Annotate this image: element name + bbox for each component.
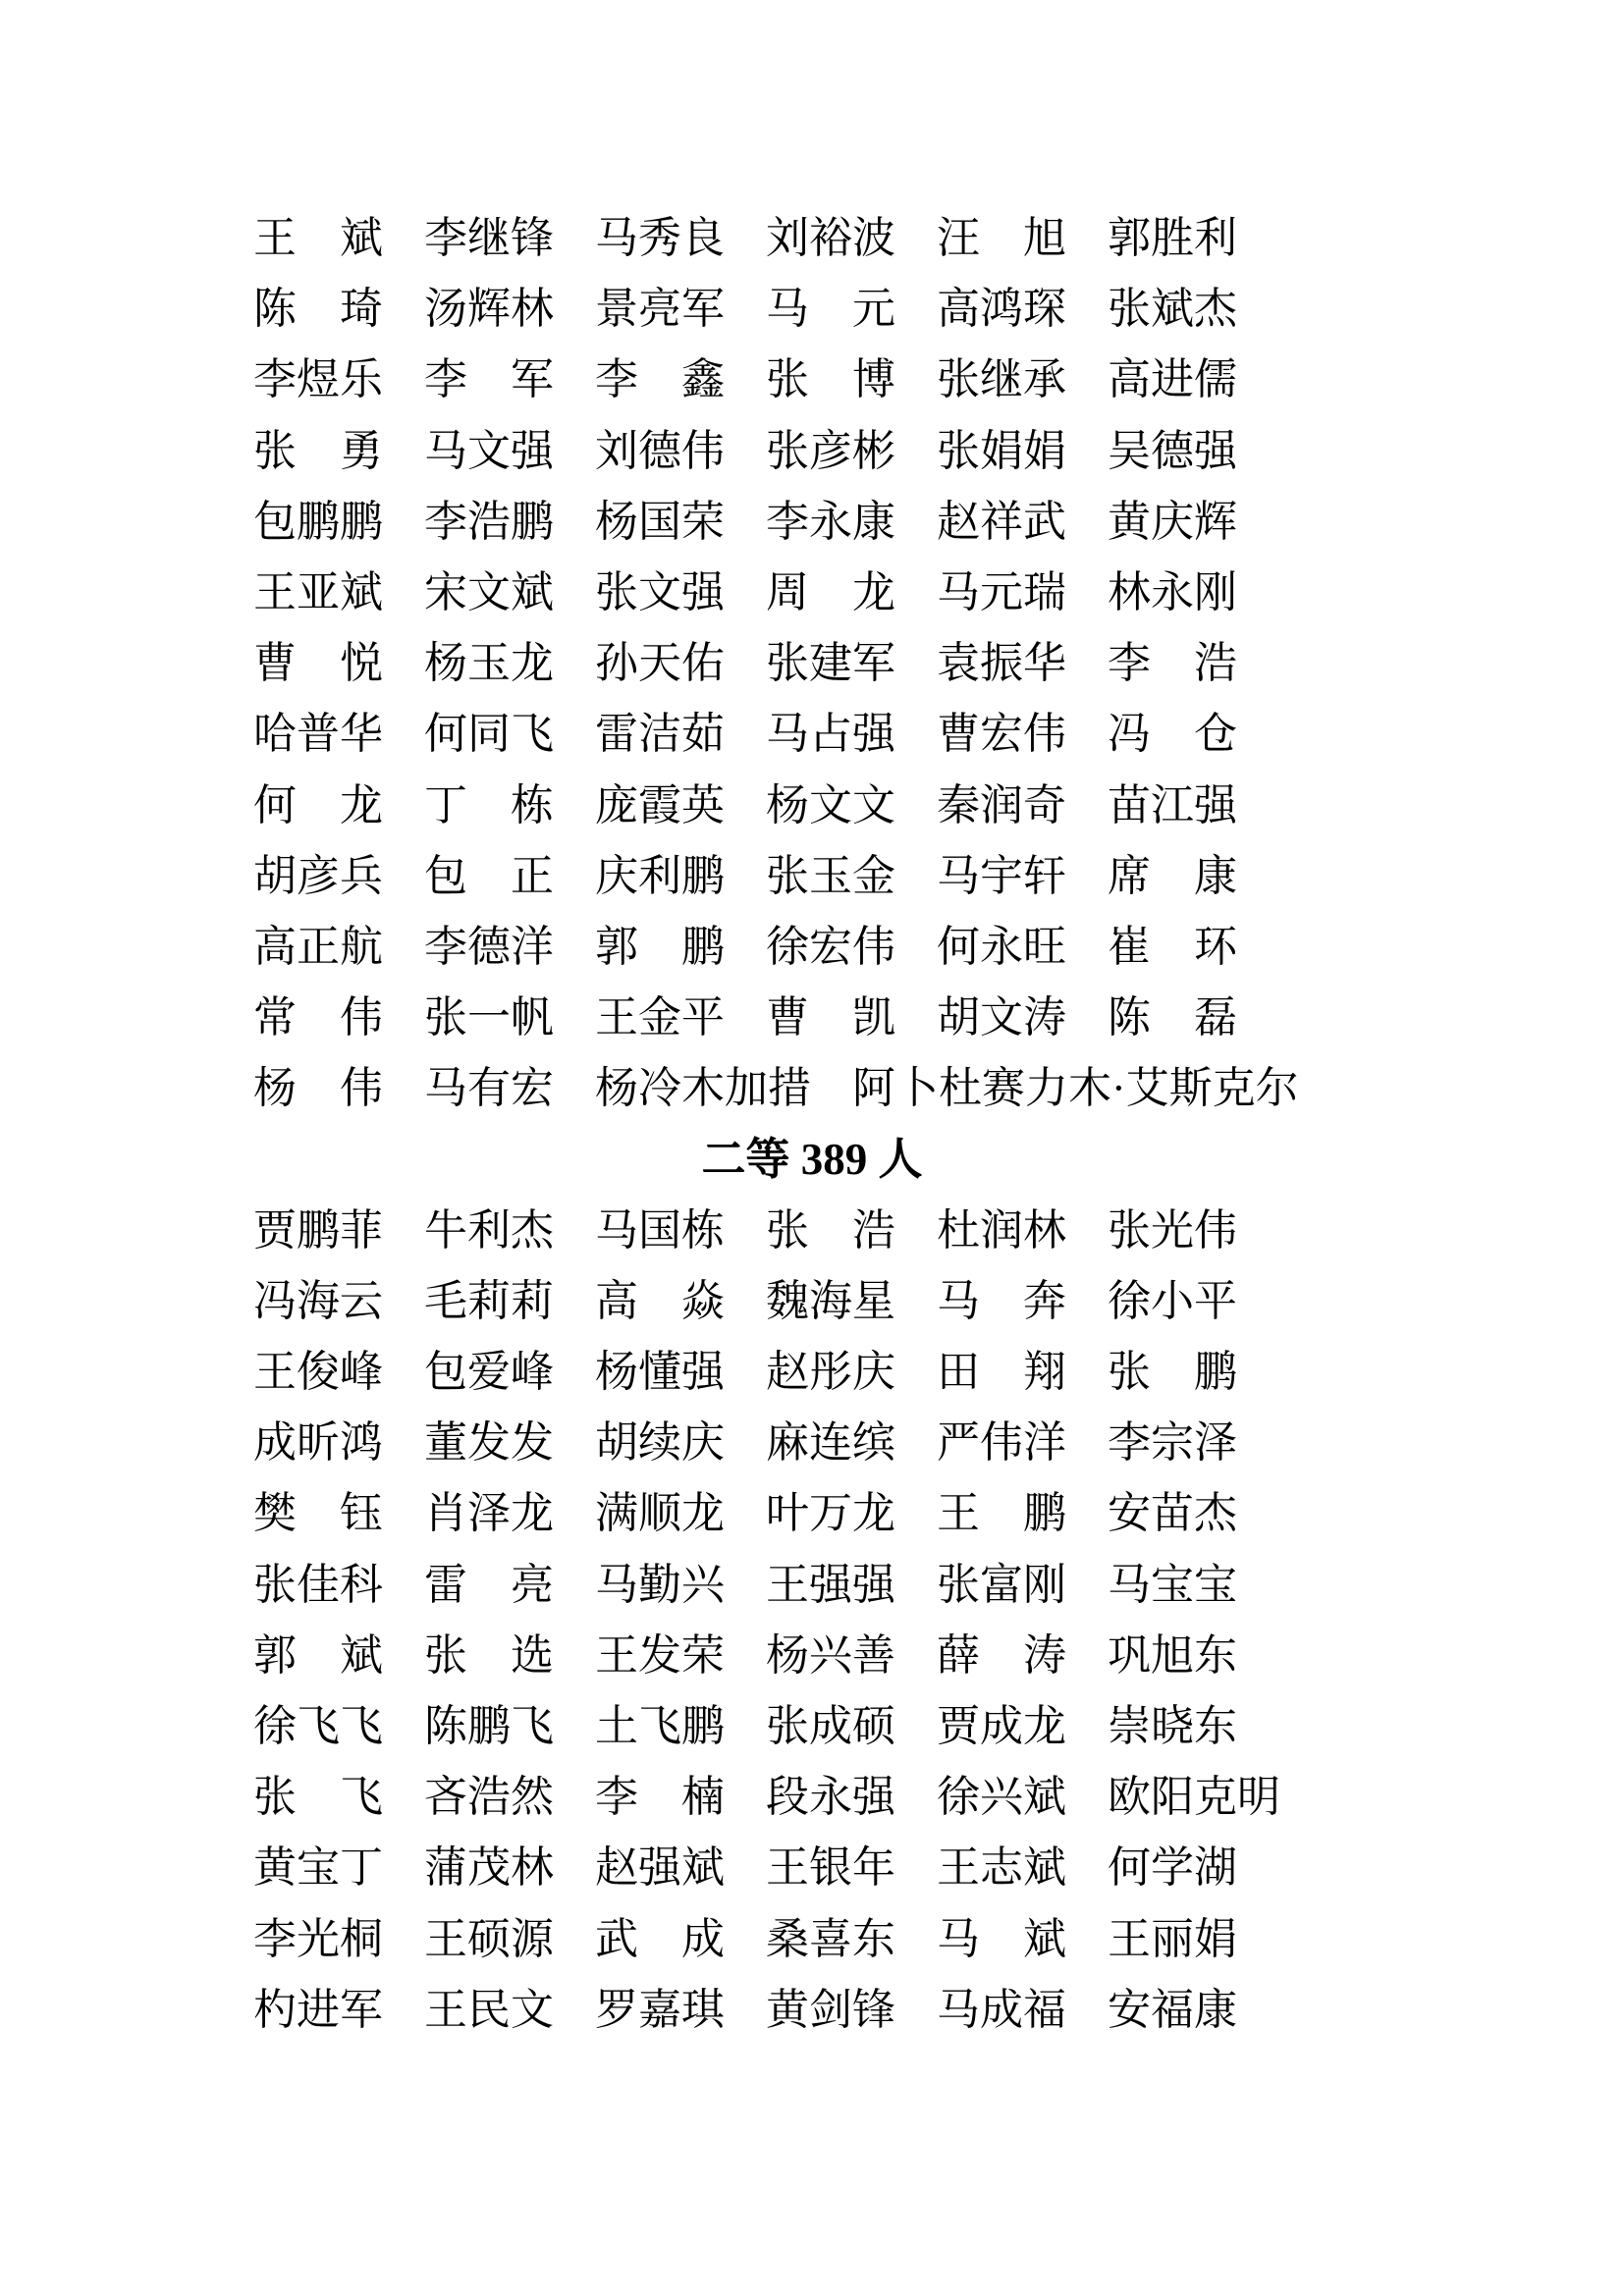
name-row xyxy=(253,1337,1624,1408)
name xyxy=(766,568,895,617)
name: 赵彤庆 xyxy=(766,1348,895,1397)
name xyxy=(253,214,383,263)
name: 李煜乐 xyxy=(253,355,383,404)
grade-heading xyxy=(0,1124,1624,1195)
name: 安福康 xyxy=(1108,1985,1237,2034)
name xyxy=(1108,1348,1237,1397)
name-char: 汪 xyxy=(937,214,980,263)
name-row xyxy=(253,274,1624,345)
name: 刘德伟 xyxy=(595,426,725,475)
name xyxy=(937,1348,1066,1397)
name: 杨兴善 xyxy=(766,1630,895,1680)
name: 黄宝丁 xyxy=(253,1843,383,1893)
name-char: 奔 xyxy=(1023,1276,1066,1325)
name: 高正航 xyxy=(253,922,383,971)
name: 黄剑锋 xyxy=(766,1985,895,2034)
name-row xyxy=(253,1196,1624,1266)
name-row xyxy=(253,1266,1624,1337)
name: 马宝宝 xyxy=(1108,1560,1237,1609)
name: 满顺龙 xyxy=(595,1489,725,1538)
name: 牛利杰 xyxy=(424,1205,554,1255)
name: 包鹏鹏 xyxy=(253,497,383,546)
name-char: 伟 xyxy=(340,993,383,1042)
name: 胡续庆 xyxy=(595,1418,725,1468)
name-char: 雷 xyxy=(424,1560,467,1609)
name: 李光桐 xyxy=(253,1914,383,1963)
name: 胡文涛 xyxy=(937,993,1066,1042)
name xyxy=(253,1489,383,1538)
name: 王俊峰 xyxy=(253,1348,383,1397)
name-char: 栋 xyxy=(511,780,554,829)
name-char: 王 xyxy=(937,1489,980,1538)
name-char: 正 xyxy=(511,851,554,900)
name: 马成福 xyxy=(937,1985,1066,2034)
name: 曹宏伟 xyxy=(937,710,1066,759)
name-char: 周 xyxy=(766,568,809,617)
name-row xyxy=(253,1691,1624,1762)
name-char: 斌 xyxy=(340,214,383,263)
name: 张光伟 xyxy=(1108,1205,1237,1255)
name-char: 陈 xyxy=(253,285,297,334)
name-char: 张 xyxy=(1108,1348,1151,1397)
name: 王硕源 xyxy=(424,1914,554,1963)
name: 李宗泽 xyxy=(1108,1418,1237,1468)
name: 马有宏 xyxy=(424,1064,554,1113)
name-char: 丁 xyxy=(424,780,467,829)
name-row xyxy=(253,771,1624,841)
name: 冯海云 xyxy=(253,1276,383,1325)
name-char: 涛 xyxy=(1023,1630,1066,1680)
name xyxy=(424,355,554,404)
name-char: 康 xyxy=(1194,851,1237,900)
name-list-part2 xyxy=(0,1196,1624,2046)
name: 王志斌 xyxy=(937,1843,1066,1893)
name: 马文强 xyxy=(424,426,554,475)
name-char: 伟 xyxy=(340,1064,383,1113)
name-char: 张 xyxy=(766,1205,809,1255)
name: 土飞鹏 xyxy=(595,1702,725,1751)
name: 蒲茂林 xyxy=(424,1843,554,1893)
name xyxy=(937,1630,1066,1680)
name: 麻连缤 xyxy=(766,1418,895,1468)
name xyxy=(937,1276,1066,1325)
name-char: 选 xyxy=(511,1630,554,1680)
name: 王银年 xyxy=(766,1843,895,1893)
grade-heading-text: 二等 389 人 xyxy=(701,1135,923,1185)
name xyxy=(1108,851,1237,900)
name xyxy=(595,922,725,971)
name: 陈鹏飞 xyxy=(424,1702,554,1751)
name: 徐兴斌 xyxy=(937,1773,1066,1822)
name: 严伟洋 xyxy=(937,1418,1066,1468)
name-char: 杨 xyxy=(253,1064,297,1113)
name: 王金平 xyxy=(595,993,725,1042)
name: 孙天佑 xyxy=(595,639,725,688)
name: 张成硕 xyxy=(766,1702,895,1751)
name-row xyxy=(253,203,1624,274)
name: 张一帆 xyxy=(424,993,554,1042)
name-char: 浩 xyxy=(1194,639,1237,688)
name xyxy=(595,355,725,404)
name: 段永强 xyxy=(766,1773,895,1822)
name: 魏海星 xyxy=(766,1276,895,1325)
name-char: 郭 xyxy=(253,1630,297,1680)
name-char: 浩 xyxy=(852,1205,895,1255)
name-char: 薛 xyxy=(937,1630,980,1680)
name-char: 楠 xyxy=(681,1773,725,1822)
name: 袁振华 xyxy=(937,639,1066,688)
name-char: 鹏 xyxy=(681,922,725,971)
name xyxy=(1108,710,1237,759)
name xyxy=(253,780,383,829)
name-char: 军 xyxy=(511,355,554,404)
name: 赵强斌 xyxy=(595,1843,725,1893)
name: 徐宏伟 xyxy=(766,922,895,971)
name-char: 樊 xyxy=(253,1489,297,1538)
name: 董发发 xyxy=(424,1418,554,1468)
name-char: 鹏 xyxy=(1194,1348,1237,1397)
name-row xyxy=(253,1550,1624,1621)
name: 巩旭东 xyxy=(1108,1630,1237,1680)
name-row xyxy=(253,487,1624,558)
name-char: 李 xyxy=(595,1773,638,1822)
name-char: 陈 xyxy=(1108,993,1151,1042)
name: 苗江强 xyxy=(1108,780,1237,829)
name-char: 田 xyxy=(937,1348,980,1397)
name-char: 郭 xyxy=(595,922,638,971)
name-char: 博 xyxy=(852,355,895,404)
name: 张建军 xyxy=(766,639,895,688)
name: 郭胜利 xyxy=(1108,214,1237,263)
name: 何学湖 xyxy=(1108,1843,1237,1893)
name-char: 环 xyxy=(1194,922,1237,971)
name xyxy=(253,1064,383,1113)
name-row xyxy=(253,1762,1624,1833)
name: 李永康 xyxy=(766,497,895,546)
name: 王丽娟 xyxy=(1108,1914,1237,1963)
name: 庞霞英 xyxy=(595,780,725,829)
name-char: 勇 xyxy=(340,426,383,475)
name-char: 高 xyxy=(595,1276,638,1325)
name-row xyxy=(253,1621,1624,1691)
name: 杨国荣 xyxy=(595,497,725,546)
name: 张娟娟 xyxy=(937,426,1066,475)
name xyxy=(253,993,383,1042)
name-row xyxy=(253,628,1624,699)
name-char: 斌 xyxy=(340,1630,383,1680)
name: 阿卜杜赛力木·艾斯克尔 xyxy=(852,1064,1299,1113)
name: 贾成龙 xyxy=(937,1702,1066,1751)
name: 吝浩然 xyxy=(424,1773,554,1822)
name: 杨文文 xyxy=(766,780,895,829)
name: 秦润奇 xyxy=(937,780,1066,829)
name xyxy=(253,1630,383,1680)
name xyxy=(766,993,895,1042)
name xyxy=(253,1773,383,1822)
name: 杨懂强 xyxy=(595,1348,725,1397)
name: 安苗杰 xyxy=(1108,1489,1237,1538)
name: 马秀良 xyxy=(595,214,725,263)
name-char: 张 xyxy=(253,1773,297,1822)
name-char: 李 xyxy=(595,355,638,404)
name-char: 钰 xyxy=(340,1489,383,1538)
name: 黄庆辉 xyxy=(1108,497,1237,546)
name-char: 马 xyxy=(766,285,809,334)
name-char: 张 xyxy=(424,1630,467,1680)
name xyxy=(424,1630,554,1680)
name-char: 斌 xyxy=(1023,1914,1066,1963)
name-char: 张 xyxy=(253,426,297,475)
name-row xyxy=(253,1053,1624,1124)
name xyxy=(937,1914,1066,1963)
name-char: 席 xyxy=(1108,851,1151,900)
name: 包爱峰 xyxy=(424,1348,554,1397)
name-char: 马 xyxy=(937,1276,980,1325)
name xyxy=(766,1205,895,1255)
name xyxy=(253,639,383,688)
name-char: 张 xyxy=(766,355,809,404)
name: 王民文 xyxy=(424,1985,554,2034)
name: 汤辉林 xyxy=(424,285,554,334)
name xyxy=(766,285,895,334)
name-list-part1 xyxy=(0,203,1624,1124)
name: 李浩鹏 xyxy=(424,497,554,546)
name xyxy=(424,1560,554,1609)
name: 赵祥武 xyxy=(937,497,1066,546)
name xyxy=(253,426,383,475)
name xyxy=(766,355,895,404)
name: 马占强 xyxy=(766,710,895,759)
name-char: 李 xyxy=(424,355,467,404)
name-row xyxy=(253,345,1624,415)
name-char: 凯 xyxy=(852,993,895,1042)
name: 李德洋 xyxy=(424,922,554,971)
name-char: 翔 xyxy=(1023,1348,1066,1397)
name: 哈普华 xyxy=(253,710,383,759)
name: 徐小平 xyxy=(1108,1276,1237,1325)
name: 张继承 xyxy=(937,355,1066,404)
name-char: 冯 xyxy=(1108,710,1151,759)
name-char: 龙 xyxy=(852,568,895,617)
name-char: 常 xyxy=(253,993,297,1042)
name: 杓进军 xyxy=(253,1985,383,2034)
name: 王发荣 xyxy=(595,1630,725,1680)
name: 叶万龙 xyxy=(766,1489,895,1538)
name-char: 亮 xyxy=(511,1560,554,1609)
name-char: 李 xyxy=(1108,639,1151,688)
name: 欧阳克明 xyxy=(1108,1773,1280,1822)
name-row xyxy=(253,558,1624,628)
name xyxy=(595,1276,725,1325)
name-row xyxy=(253,1408,1624,1478)
name-row xyxy=(253,983,1624,1053)
name: 吴德强 xyxy=(1108,426,1237,475)
name-row xyxy=(253,841,1624,912)
name-row xyxy=(253,699,1624,770)
name xyxy=(253,285,383,334)
name: 罗嘉琪 xyxy=(595,1985,725,2034)
name-char: 元 xyxy=(852,285,895,334)
name: 刘裕波 xyxy=(766,214,895,263)
name-row xyxy=(253,1478,1624,1549)
name xyxy=(595,1773,725,1822)
name: 李继锋 xyxy=(424,214,554,263)
name: 杜润林 xyxy=(937,1205,1066,1255)
name xyxy=(595,1914,725,1963)
name: 何同飞 xyxy=(424,710,554,759)
name: 杨玉龙 xyxy=(424,639,554,688)
name xyxy=(424,851,554,900)
name: 胡彦兵 xyxy=(253,851,383,900)
name: 杨冷木加措 xyxy=(595,1064,811,1113)
name: 马宇轩 xyxy=(937,851,1066,900)
name xyxy=(1108,922,1237,971)
name: 徐飞飞 xyxy=(253,1702,383,1751)
name: 高进儒 xyxy=(1108,355,1237,404)
name-char: 仓 xyxy=(1194,710,1237,759)
name-row xyxy=(253,912,1624,983)
name-char: 成 xyxy=(681,1914,725,1963)
name: 张富刚 xyxy=(937,1560,1066,1609)
name-char: 飞 xyxy=(340,1773,383,1822)
name xyxy=(937,214,1066,263)
name-char: 磊 xyxy=(1194,993,1237,1042)
name-char: 焱 xyxy=(681,1276,725,1325)
name: 贾鹏菲 xyxy=(253,1205,383,1255)
name-char: 曹 xyxy=(766,993,809,1042)
name xyxy=(1108,993,1237,1042)
name: 毛莉莉 xyxy=(424,1276,554,1325)
name: 张斌杰 xyxy=(1108,285,1237,334)
name: 张文强 xyxy=(595,568,725,617)
name-char: 琦 xyxy=(340,285,383,334)
name-row xyxy=(253,416,1624,487)
name-list xyxy=(0,203,1624,2046)
name-char: 何 xyxy=(253,780,297,829)
name: 雷洁茹 xyxy=(595,710,725,759)
name: 林永刚 xyxy=(1108,568,1237,617)
name-char: 王 xyxy=(253,214,297,263)
name: 王亚斌 xyxy=(253,568,383,617)
name: 何永旺 xyxy=(937,922,1066,971)
name-char: 曹 xyxy=(253,639,297,688)
name: 马元瑞 xyxy=(937,568,1066,617)
name: 马国栋 xyxy=(595,1205,725,1255)
name-char: 崔 xyxy=(1108,922,1151,971)
name: 肖泽龙 xyxy=(424,1489,554,1538)
name: 高鸿琛 xyxy=(937,285,1066,334)
name-row xyxy=(253,1904,1624,1975)
name-char: 鑫 xyxy=(681,355,725,404)
name: 张彦彬 xyxy=(766,426,895,475)
name: 宋文斌 xyxy=(424,568,554,617)
name: 景亮军 xyxy=(595,285,725,334)
name xyxy=(1108,639,1237,688)
name-row xyxy=(253,1833,1624,1903)
name-char: 悦 xyxy=(340,639,383,688)
name: 王强强 xyxy=(766,1560,895,1609)
name-char: 龙 xyxy=(340,780,383,829)
name xyxy=(424,780,554,829)
name-char: 马 xyxy=(937,1914,980,1963)
name: 庆利鹏 xyxy=(595,851,725,900)
name-char: 包 xyxy=(424,851,467,900)
name: 张玉金 xyxy=(766,851,895,900)
name-char: 旭 xyxy=(1023,214,1066,263)
name: 桑喜东 xyxy=(766,1914,895,1963)
name: 成昕鸿 xyxy=(253,1418,383,1468)
name xyxy=(937,1489,1066,1538)
name-char: 武 xyxy=(595,1914,638,1963)
name: 张佳科 xyxy=(253,1560,383,1609)
name: 崇晓东 xyxy=(1108,1702,1237,1751)
name-char: 鹏 xyxy=(1023,1489,1066,1538)
name-row xyxy=(253,1975,1624,2046)
name: 马勤兴 xyxy=(595,1560,725,1609)
